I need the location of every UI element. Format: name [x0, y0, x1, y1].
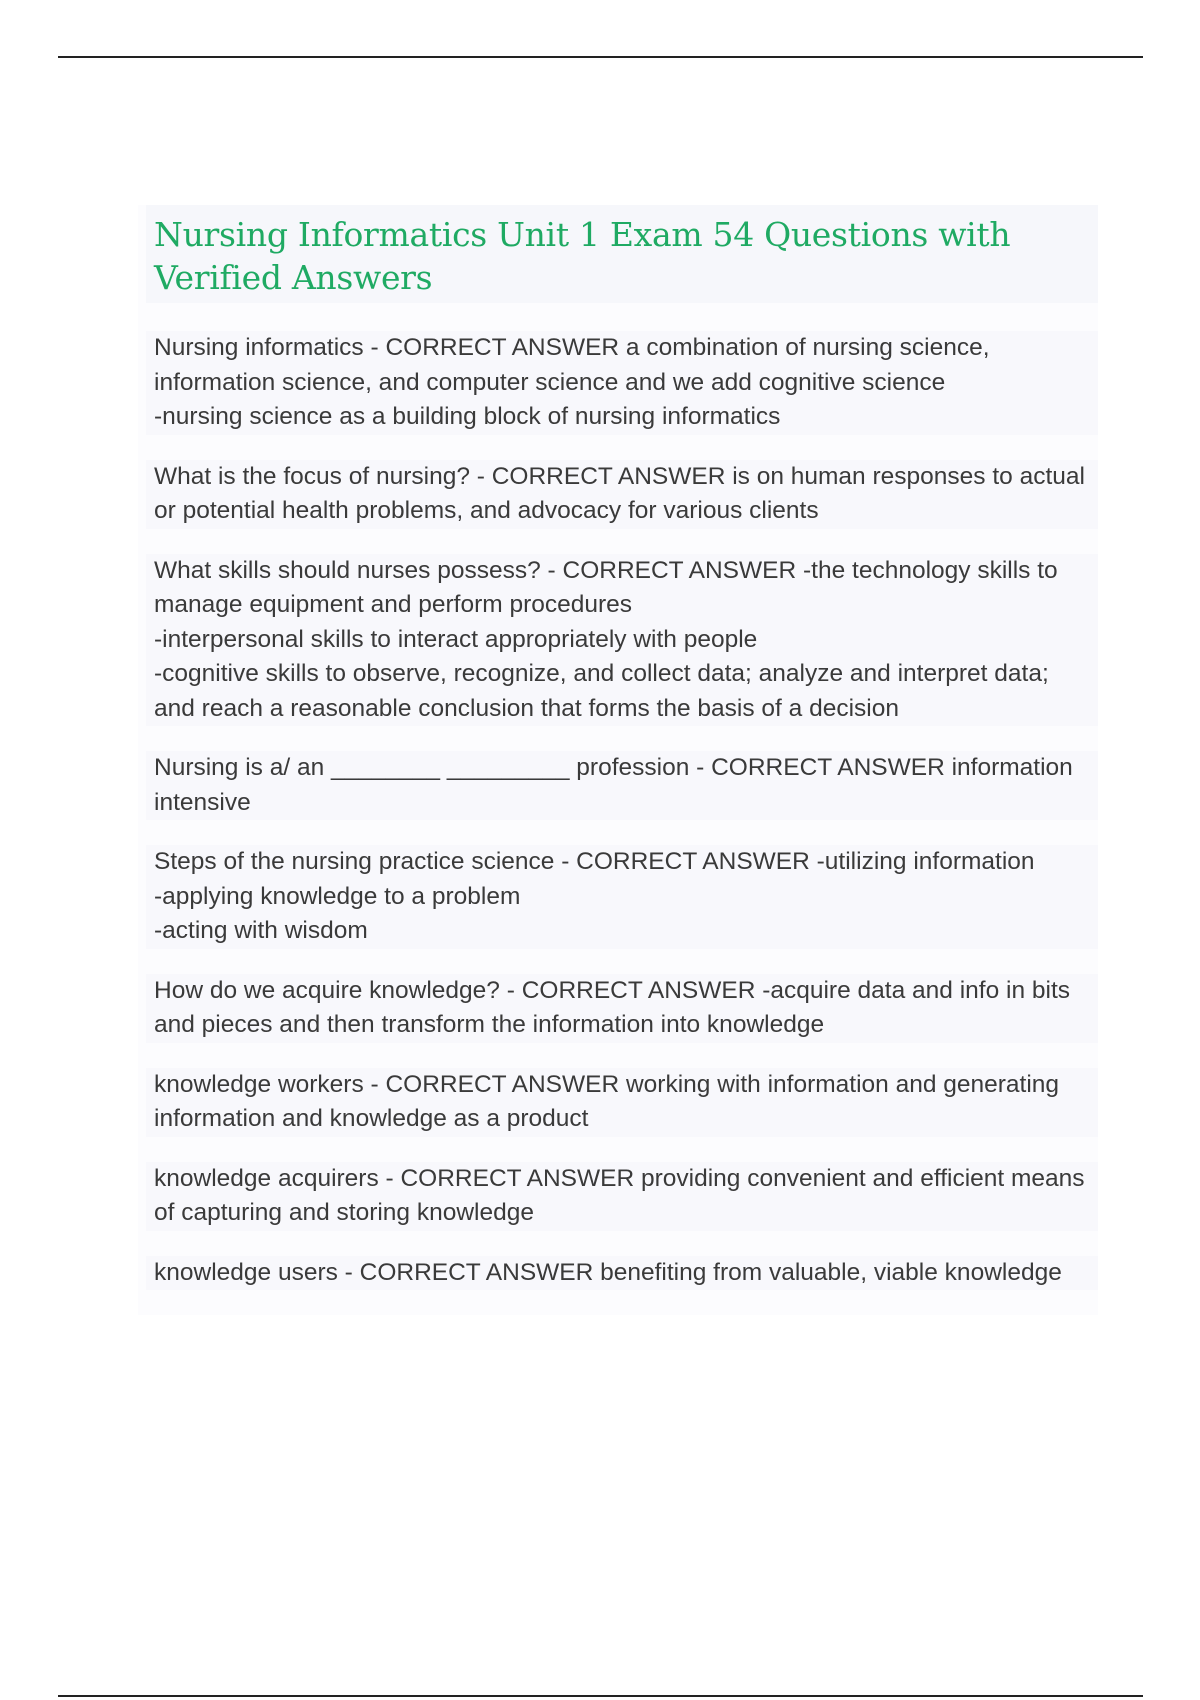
qa-line: -nursing science as a building block of nursing informatics	[154, 403, 781, 430]
qa-entry-4	[146, 751, 1098, 820]
qa-entry-6	[146, 974, 1098, 1043]
qa-line: knowledge users - CORRECT ANSWER benefiting from valuable, viable knowledge	[154, 1258, 1062, 1286]
qa-line: knowledge acquirers - CORRECT ANSWER providing convenient and efficient means of capturing and storing knowledge	[154, 1164, 1092, 1226]
qa-line: knowledge workers - CORRECT ANSWER working with information and generating information and knowledge as a product	[154, 1070, 1066, 1132]
qa-entry-7	[146, 1068, 1098, 1137]
qa-line: What is the focus of nursing? - CORRECT ANSWER is on human responses to actual or potential health problems, and advocacy for various clients	[154, 462, 1092, 524]
qa-line: -cognitive skills to observe, recognize, and collect data; analyze and interpret data; and reach a reasonable conclusion that forms the basis of a decision	[154, 660, 1056, 722]
qa-line: Nursing is a/ an ________ _________ profession - CORRECT ANSWER information intensive	[154, 754, 1080, 816]
qa-line: Nursing informatics - CORRECT ANSWER a combination of nursing science, information science, and computer science and we add cognitive science	[154, 334, 997, 396]
document-body	[138, 205, 1098, 1315]
qa-line: -applying knowledge to a problem	[154, 882, 521, 910]
qa-entry-5	[146, 845, 1098, 949]
qa-entry-3	[146, 554, 1098, 727]
qa-line: -acting with wisdom	[154, 917, 368, 944]
qa-entry-9	[146, 1256, 1098, 1291]
qa-entry-1	[146, 331, 1098, 435]
top-rule	[58, 56, 1143, 58]
qa-entry-2	[146, 460, 1098, 529]
document-title: Nursing Informatics Unit 1 Exam 54 Questions with Verified Answers	[146, 205, 1098, 303]
qa-entry-8	[146, 1162, 1098, 1231]
qa-line: What skills should nurses possess? - CORRECT ANSWER -the technology skills to manage equipment and perform procedures	[154, 556, 1065, 618]
qa-line: -interpersonal skills to interact appropriately with people	[154, 625, 758, 653]
qa-line: Steps of the nursing practice science - CORRECT ANSWER -utilizing information	[154, 848, 1035, 875]
bottom-rule	[58, 1695, 1143, 1697]
qa-line: How do we acquire knowledge? - CORRECT ANSWER -acquire data and info in bits and pieces and then transform the information into knowledge	[154, 976, 1077, 1038]
